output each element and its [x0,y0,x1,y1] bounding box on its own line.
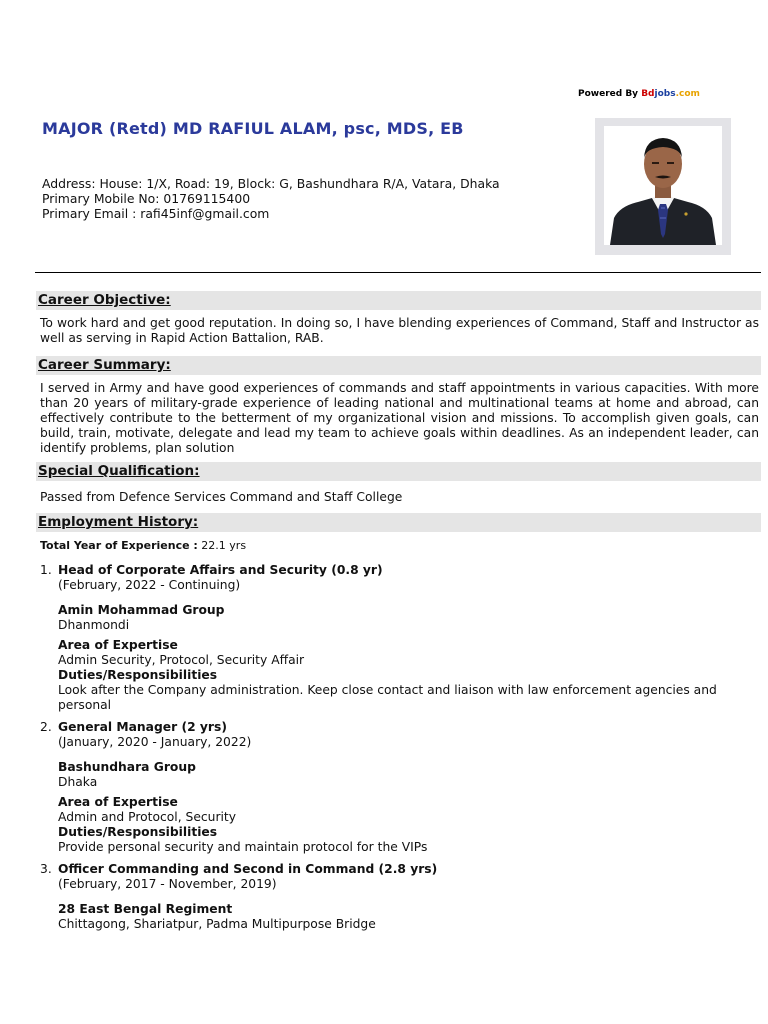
job-location: Dhanmondi [58,618,130,632]
area-of-expertise-text: Admin Security, Protocol, Security Affair [58,653,305,667]
job-period: (February, 2022 - Continuing) [58,578,241,592]
powered-by-prefix: Powered By [578,89,642,99]
employment-history-heading: Employment History: [36,513,761,532]
career-objective-section [36,291,761,356]
powered-by-bdjobs [578,89,700,99]
area-of-expertise-label: Area of Expertise [58,638,178,652]
special-qualification-text: Passed from Defence Services Command and Staff College [40,490,403,504]
duties-text: Provide personal security and maintain protocol for the VIPs [58,840,428,854]
duties-label: Duties/Responsibilities [58,668,218,682]
logo-bd: Bd [641,89,655,99]
total-experience [36,532,761,563]
job-period: (February, 2017 - November, 2019) [58,877,277,891]
candidate-name: MAJOR (Retd) MD RAFIUL ALAM, psc, MDS, EB [42,119,464,138]
career-objective-text: To work hard and get good reputation. In doing so, I have blending experiences of Command, Staff and Instructor as well as serving in Rapid Action Battalion, RAB. [40,316,759,345]
job-number: 3. [40,862,52,876]
career-summary-text: I served in Army and have good experiences of commands and staff appointments in various capacities. With more than 20 years of military-grade experience of leading national and multinational teams at home and abroad, can effectively contribute to the betterment of my organizational vision and missions. To accomplish given goals, can build, train, motivate, delegate and lead my team to achieve goals within deadlines. As an independent leader, can identify problems, plan solution [40,381,759,455]
career-summary-heading: Career Summary: [36,356,761,375]
profile-photo-frame [595,118,731,255]
area-of-expertise-text: Admin and Protocol, Security [58,810,237,824]
job-company: 28 East Bengal Regiment [58,902,233,916]
career-summary-section [36,356,761,462]
logo-com: .com [675,89,700,99]
special-qualification-heading: Special Qualification: [36,462,761,481]
logo-jobs: jobs [654,89,676,99]
job-entry [36,862,761,932]
profile-photo [604,126,722,245]
total-experience-label: Total Year of Experience : [40,539,198,552]
job-title: Officer Commanding and Second in Command (2.8 yrs) [58,862,438,876]
job-title: General Manager (2 yrs) [58,720,227,734]
job-company: Bashundhara Group [58,760,196,774]
job-company: Amin Mohammad Group [58,603,225,617]
employment-history-section [36,513,761,932]
job-number: 2. [40,720,52,734]
job-location: Chittagong, Shariatpur, Padma Multipurpose Bridge [58,917,376,931]
job-location: Dhaka [58,775,98,789]
primary-mobile: Primary Mobile No: 01769115400 [42,191,251,206]
primary-email: Primary Email : rafi45inf@gmail.com [42,206,270,221]
job-entry [36,720,761,855]
contact-block [42,176,500,221]
area-of-expertise-label: Area of Expertise [58,795,178,809]
job-number: 1. [40,563,52,577]
address: Address: House: 1/X, Road: 19, Block: G, Bashundhara R/A, Vatara, Dhaka [42,176,500,191]
total-experience-value: 22.1 yrs [197,539,247,552]
job-title: Head of Corporate Affairs and Security (0.8 yr) [58,563,383,577]
job-entry [36,563,761,713]
duties-label: Duties/Responsibilities [58,825,218,839]
duties-text: Look after the Company administration. Keep close contact and liaison with law enforcement agencies and personal [58,683,717,712]
career-objective-heading: Career Objective: [36,291,761,310]
resume-content [36,291,761,939]
profile-photo-illustration [604,126,722,245]
special-qualification-section [36,462,761,513]
header-divider [35,272,761,273]
job-period: (January, 2020 - January, 2022) [58,735,252,749]
